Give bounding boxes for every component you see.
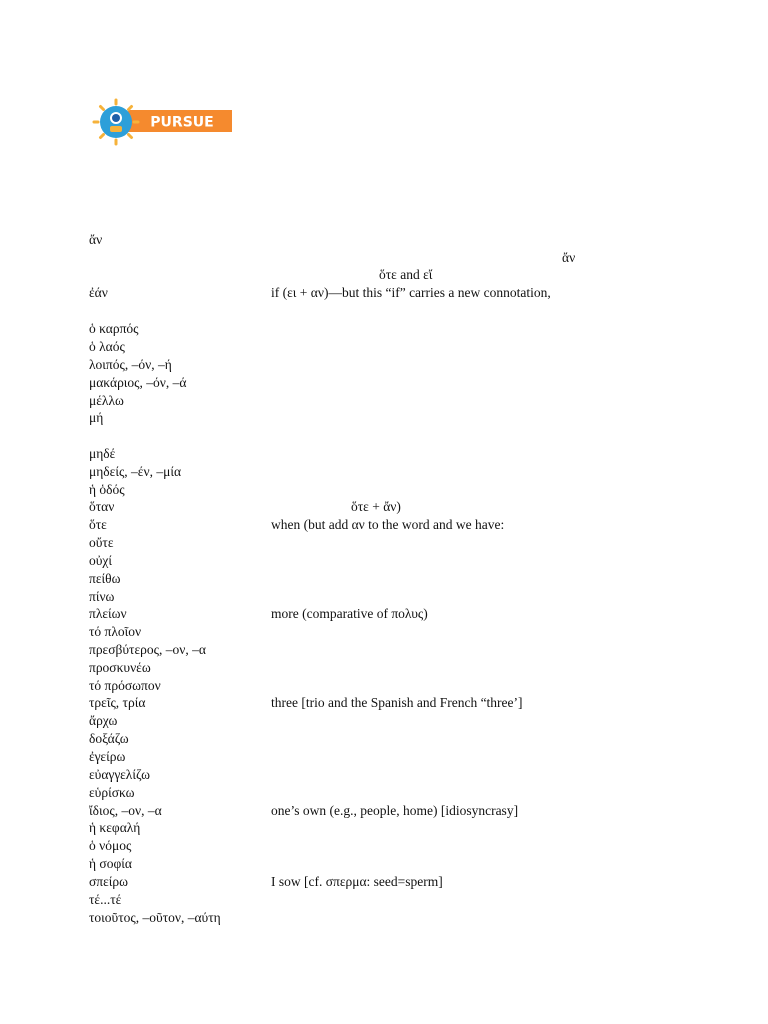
vocab-term: πλείων	[89, 606, 127, 621]
vocab-gloss: I sow [cf. σπερμα: seed=sperm]	[271, 874, 443, 889]
vocab-gloss: if (ει + αν)—but this “if” carries a new connotation,	[271, 285, 551, 300]
vocab-gloss: one’s own (e.g., people, home) [idiosyncrasy]	[271, 803, 519, 818]
vocab-term: τοιοῦτος, –οῦτον, –αύτη	[89, 910, 221, 925]
vocab-term: μηδείς, –έν, –μία	[89, 464, 182, 479]
pursue-logo-graphic	[92, 98, 234, 148]
lightbulb-base-icon	[110, 126, 122, 132]
vocab-term: δοξάζω	[89, 731, 129, 746]
vocab-term: εὐαγγελίζω	[89, 767, 150, 782]
vocab-term: μηδέ	[89, 446, 116, 461]
vocab-gloss: when (but add αν to the word and we have:	[271, 517, 505, 532]
vocab-term: μακάριος, –όν, –ά	[89, 375, 187, 390]
stray-ote-and-ei: ὅτε and εἴ	[379, 267, 433, 282]
vocab-term: ὁ λαός	[89, 339, 125, 354]
vocab-gloss: three [trio and the Spanish and French “three’]	[271, 695, 523, 710]
vocab-term: οὐχί	[89, 553, 113, 568]
vocab-term: ἴδιος, –ον, –α	[89, 803, 162, 818]
vocab-term: ὁ νόμος	[89, 838, 132, 853]
vocab-term: ὅταν	[89, 499, 115, 514]
vocab-term: ἡ κεφαλή	[89, 820, 141, 835]
vocab-term: πείθω	[89, 571, 121, 586]
vocab-term: σπείρω	[89, 874, 129, 889]
vocab-term: λοιπός, –όν, –ή	[89, 357, 172, 372]
stray-ote-plus-an: ὅτε + ἄν)	[351, 499, 401, 514]
vocab-term: ἄρχω	[89, 713, 118, 728]
vocab-term: οὔτε	[89, 535, 114, 550]
vocab-term: ὁ καρπός	[89, 321, 139, 336]
vocab-term: ἡ ὁδός	[89, 482, 125, 497]
pursue-logo	[92, 98, 234, 148]
stray-an: ἄν	[562, 250, 576, 265]
vocab-gloss: more (comparative of πολυς)	[271, 606, 428, 621]
vocab-term: ὅτε	[89, 517, 107, 532]
person-icon	[112, 114, 120, 122]
vocab-term: μέλλω	[89, 393, 124, 408]
logo-text: PURSUE	[150, 114, 214, 131]
vocab-term: τό πρόσωπον	[89, 678, 161, 693]
vocab-term: ἐγείρω	[89, 749, 126, 764]
vocab-term: πίνω	[89, 589, 115, 604]
vocab-term: εὑρίσκω	[89, 785, 135, 800]
vocab-term: προσκυνέω	[89, 660, 151, 675]
vocab-term: ἡ σοφία	[89, 856, 132, 871]
vocab-term: ἐάν	[89, 285, 108, 300]
vocab-term: τέ...τέ	[89, 892, 122, 907]
vocab-term: τό πλοῖον	[89, 624, 142, 639]
vocab-term: πρεσβύτερος, –ον, –α	[89, 642, 206, 657]
vocab-term: τρεῖς, τρία	[89, 695, 146, 710]
vocab-term: μή	[89, 410, 104, 425]
vocab-term: ἄν	[89, 232, 103, 247]
